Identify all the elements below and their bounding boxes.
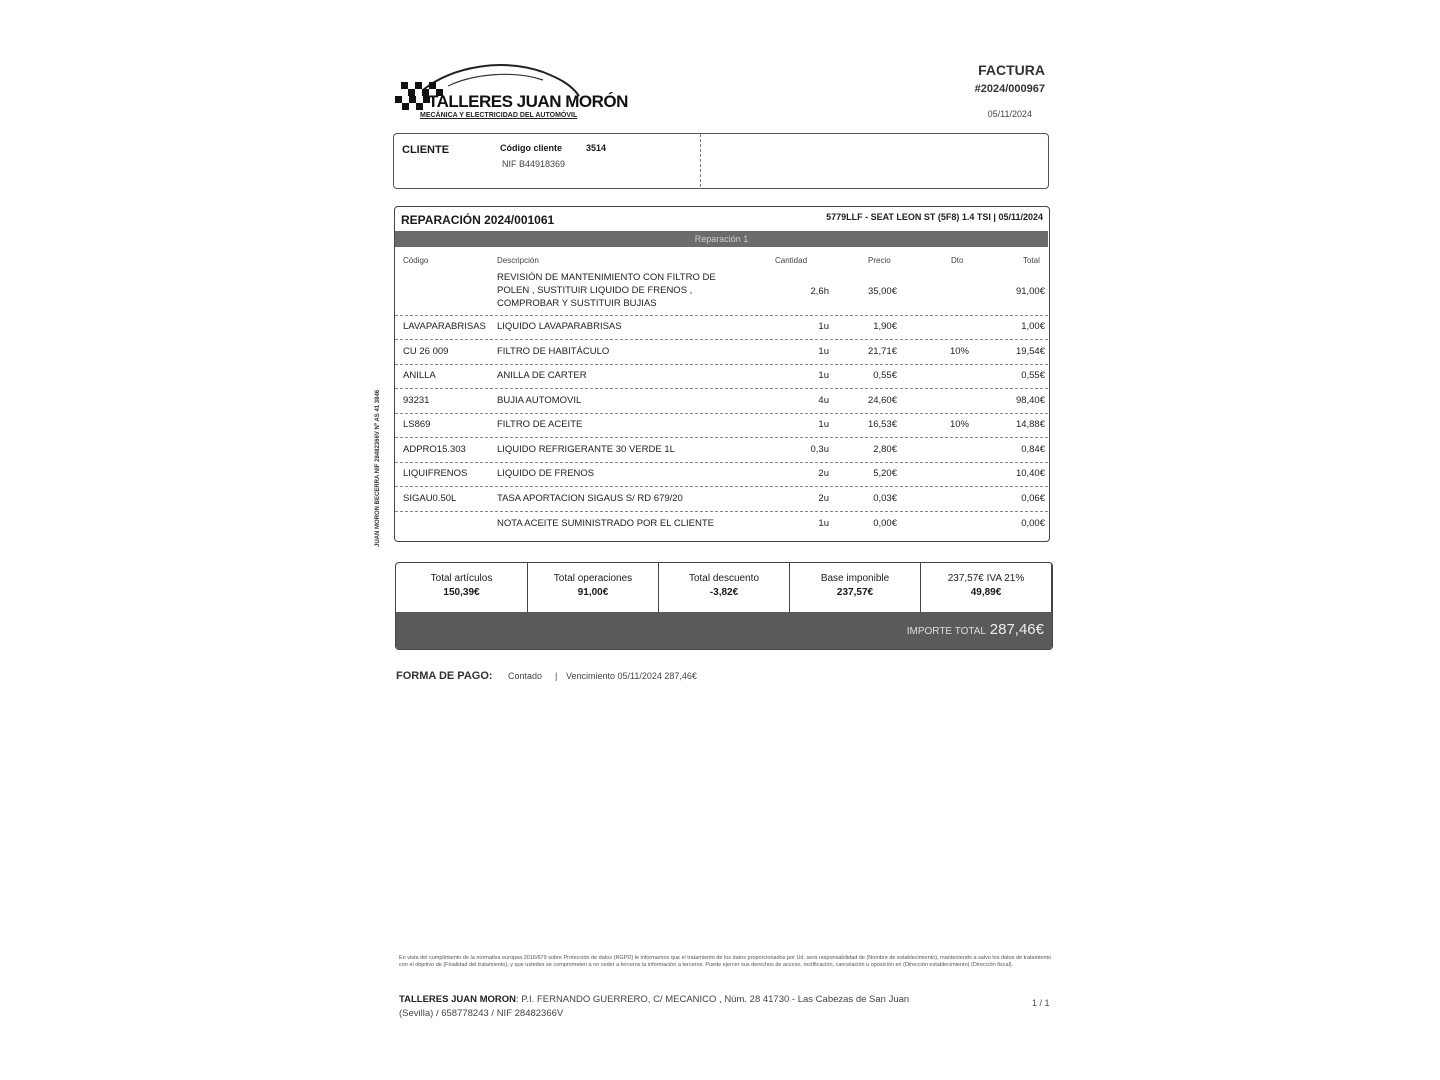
payment-method: Contado <box>508 671 543 681</box>
tax-base-label: Base imponible <box>820 573 890 584</box>
column-header-code: Código <box>403 256 429 265</box>
item-discount: 10% <box>949 346 969 357</box>
total-articles <box>396 563 528 612</box>
item-price: 24,60€ <box>867 395 897 406</box>
footer-company: TALLERES JUAN MORON <box>399 994 516 1005</box>
page-number: 1 / 1 <box>1032 998 1050 1008</box>
vat-label: 237,57€ IVA 21% <box>947 573 1025 584</box>
item-total: 10,40€ <box>1015 468 1045 479</box>
repair-title: REPARACIÓN 2024/001061 <box>401 213 555 227</box>
item-quantity: 1u <box>818 370 829 381</box>
item-description: FILTRO DE HABITÁCULO <box>497 346 610 357</box>
client-code-label: Código cliente <box>500 143 563 153</box>
table-row <box>395 388 1048 414</box>
column-header-discount: Dto <box>951 256 964 265</box>
item-code: ANILLA <box>403 370 436 381</box>
total-articles-label: Total artículos <box>430 573 493 584</box>
total-operations-label: Total operaciones <box>553 573 633 584</box>
repair-section-band <box>395 231 1048 247</box>
column-header-quantity: Cantidad <box>775 256 808 265</box>
client-box <box>393 133 1049 189</box>
total-discount <box>659 563 790 612</box>
total-operations <box>528 563 659 612</box>
item-total: 98,40€ <box>1015 395 1045 406</box>
item-total: 0,55€ <box>1021 370 1045 381</box>
document-type: FACTURA <box>978 62 1045 78</box>
column-header-description: Descripción <box>497 256 539 265</box>
total-discount-value: -3,82€ <box>709 587 739 598</box>
side-registration-label: JUAN MORON BECERRA NIF 28482366V Nº AS 41 3846 <box>375 389 381 547</box>
grand-total-value: 287,46€ <box>989 621 1044 638</box>
footer-contact: (Sevilla) / 658778243 / NIF 28482366V <box>399 1008 564 1019</box>
item-code: SIGAU0.50L <box>403 493 457 504</box>
item-price: 0,00€ <box>873 518 897 529</box>
item-quantity: 1u <box>818 419 829 430</box>
total-articles-value: 150,39€ <box>443 587 480 598</box>
payment-label: FORMA DE PAGO: <box>396 670 493 682</box>
item-price: 0,55€ <box>873 370 897 381</box>
item-code: ADPRO15.303 <box>403 444 466 455</box>
item-description: REVISIÓN DE MANTENIMIENTO CON FILTRO DE POLEN , SUSTITUIR LIQUIDO DE FRENOS , COMPROBAR Y SUSTITUIR BUJIAS <box>497 272 716 309</box>
item-code: CU 26 009 <box>403 346 449 357</box>
total-discount-label: Total descuento <box>688 573 760 584</box>
item-total: 0,84€ <box>1021 444 1045 455</box>
item-price: 16,53€ <box>867 419 897 430</box>
table-row <box>395 486 1048 512</box>
item-total: 0,00€ <box>1021 518 1045 529</box>
column-header-price: Precio <box>868 256 891 265</box>
client-code-value: 3514 <box>586 143 607 153</box>
item-description: TASA APORTACION SIGAUS S/ RD 679/20 <box>497 493 683 504</box>
item-quantity: 2,6h <box>810 286 829 297</box>
item-code: LIQUIFRENOS <box>403 468 468 479</box>
item-description: NOTA ACEITE SUMINISTRADO POR EL CLIENTE <box>497 518 714 529</box>
table-row <box>395 269 1048 316</box>
vat-value: 49,89€ <box>970 587 1002 598</box>
item-price: 0,03€ <box>873 493 897 504</box>
table-row <box>395 462 1048 487</box>
item-price: 21,71€ <box>867 346 897 357</box>
repair-vehicle: 5779LLF - SEAT LEON ST (5F8) 1.4 TSI | 05/11/2024 <box>826 212 1043 222</box>
table-row <box>395 413 1048 438</box>
item-price: 5,20€ <box>873 468 897 479</box>
item-code: LS869 <box>403 419 431 430</box>
document-number: #2024/000967 <box>974 83 1045 95</box>
table-row <box>395 339 1048 365</box>
item-description: ANILLA DE CARTER <box>497 370 587 381</box>
item-total: 1,00€ <box>1021 321 1045 332</box>
item-description: LIQUIDO REFRIGERANTE 30 VERDE 1L <box>497 444 675 455</box>
client-divider <box>700 134 702 187</box>
table-row <box>395 437 1048 463</box>
repair-box <box>394 206 1050 542</box>
item-description: FILTRO DE ACEITE <box>497 419 583 430</box>
item-quantity: 2u <box>818 493 829 504</box>
tax-base <box>790 563 921 612</box>
repair-section-label: Reparación 1 <box>694 234 749 244</box>
table-row <box>395 364 1048 389</box>
item-description: BUJIA AUTOMOVIL <box>497 395 582 406</box>
column-header-total: Total <box>1023 256 1040 265</box>
table-row <box>395 315 1048 340</box>
footer-company-address <box>399 994 909 1005</box>
item-quantity: 1u <box>818 346 829 357</box>
item-price: 35,00€ <box>867 286 897 297</box>
grand-total-label: IMPORTE TOTAL <box>906 626 986 637</box>
item-discount: 10% <box>949 419 969 430</box>
totals-box <box>395 562 1053 650</box>
payment-separator: | <box>555 671 558 681</box>
item-total: 19,54€ <box>1015 346 1045 357</box>
client-title: CLIENTE <box>402 144 450 156</box>
client-nif: NIF B44918369 <box>502 159 566 169</box>
item-total: 0,06€ <box>1021 493 1045 504</box>
vat-amount <box>921 563 1052 612</box>
total-operations-value: 91,00€ <box>577 587 609 598</box>
item-description: LIQUIDO DE FRENOS <box>497 468 595 479</box>
item-total: 14,88€ <box>1015 419 1045 430</box>
item-total: 91,00€ <box>1015 286 1045 297</box>
footer-colon: : <box>516 994 522 1005</box>
company-tagline: MECÁNICA Y ELECTRICIDAD DEL AUTOMÓVIL <box>420 112 578 119</box>
legal-notice: En vista del cumplimiento de la normativa europea 2016/679 sobre Protección de datos (RGPD) le informamos que el tratamiento de los datos proporcionados por Ud. será responsabilidad de (Nombre de establecimiento), manteniendo a salvo los datos de tratamiento con el objetivo de (Finalidad del tratamiento), y que ustedes se comprometen a no ceder a terceros la información a terceros. Puede ejercer sus derechos de acceso, rectificación, cancelación u oposición en (Dirección establecimiento) (Dirección fiscal). <box>399 955 1052 968</box>
item-quantity: 1u <box>818 518 829 529</box>
item-quantity: 1u <box>818 321 829 332</box>
item-price: 1,90€ <box>873 321 897 332</box>
item-quantity: 4u <box>818 395 829 406</box>
item-quantity: 0,3u <box>810 444 829 455</box>
item-description: LIQUIDO LAVAPARABRISAS <box>497 321 622 332</box>
item-quantity: 2u <box>818 468 829 479</box>
payment-due: Vencimiento 05/11/2024 287,46€ <box>566 671 697 681</box>
item-price: 2,80€ <box>873 444 897 455</box>
company-name: TALLERES JUAN MORÓN <box>428 92 628 111</box>
item-code: LAVAPARABRISAS <box>403 321 486 332</box>
footer-address: P.I. FERNANDO GUERRERO, C/ MECANICO , Núm. 28 41730 - Las Cabezas de San Juan <box>521 994 910 1005</box>
tax-base-value: 237,57€ <box>836 587 874 598</box>
item-code: 93231 <box>403 395 430 406</box>
document-date: 05/11/2024 <box>987 109 1032 119</box>
side-registration-text <box>370 352 380 552</box>
table-row <box>395 511 1048 537</box>
